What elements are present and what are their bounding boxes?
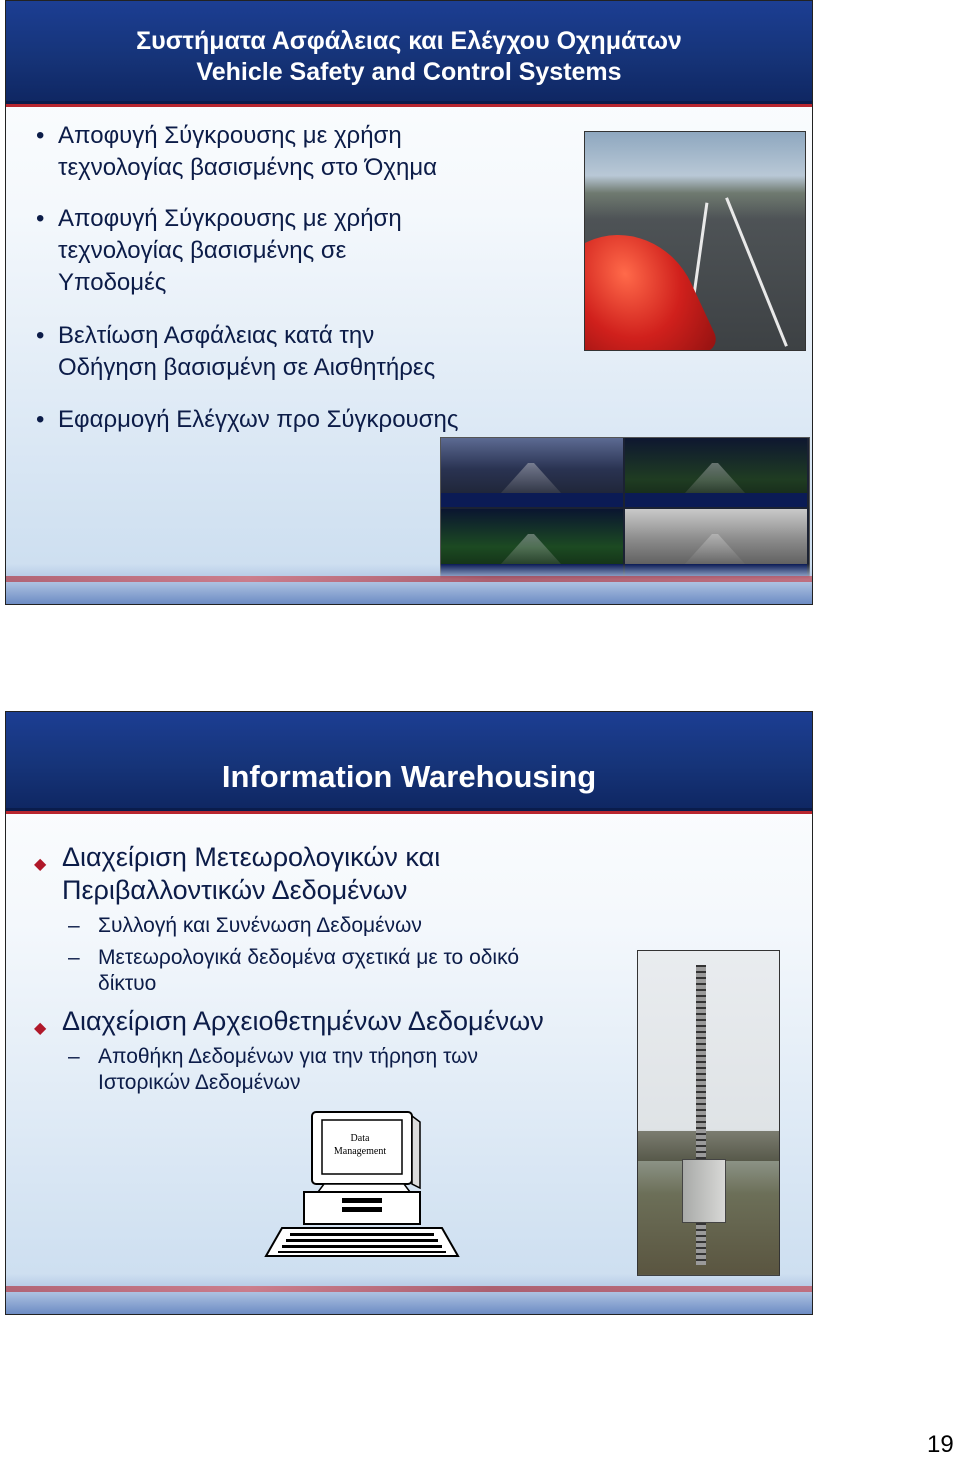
decorative-swoosh [6,564,812,604]
bullet-text: Εφαρμογή Ελέγχων προ Σύγκρουσης [58,406,459,433]
slide-title-english: Vehicle Safety and Control Systems [196,58,622,86]
slide-title-bar [6,1,812,104]
decorative-swoosh-red [6,1286,812,1292]
bullet-text: Διαχείριση Αρχειοθετημένων Δεδομένων [62,1006,544,1036]
night-vision-panels [440,437,810,579]
bullet-item [34,841,441,907]
sub-bullet-item [68,913,422,939]
bullet-item [34,1005,544,1038]
bullet-dot: • [36,122,45,149]
sub-bullet-text: Ιστορικών Δεδομένων [98,1071,301,1094]
slide-information-warehousing [5,711,813,1315]
dash-bullet: – [68,946,80,969]
red-car-image [584,209,720,351]
slide-vehicle-safety [5,0,813,605]
page-number: 19 [927,1431,954,1458]
screen-label-text: Data [350,1133,370,1144]
low-beam-panel [625,438,807,507]
headlight-range-panel [441,438,623,507]
slide-title-greek: Συστήματα Ασφάλειας και Ελέγχου Οχημάτων [136,27,682,55]
title-divider [6,811,812,814]
bullet-text: Οδήγηση βασισμένη σε Αισθητήρες [58,354,436,381]
computer-screen-label [324,1132,396,1158]
sub-bullet-item [68,1044,478,1096]
computer-icon [264,1106,460,1260]
decorative-swoosh-red [6,576,812,582]
decorative-swoosh [6,1274,812,1314]
bullet-dot: • [36,205,45,232]
diamond-bullet-icon: ◆ [34,1020,47,1037]
road-car-photo [584,131,806,351]
sub-bullet-text: δίκτυο [98,972,157,995]
bullet-item [36,404,459,436]
bullet-item [36,203,402,299]
bullet-text: Περιβαλλοντικών Δεδομένων [62,875,408,905]
screen-label-text: Management [333,1146,387,1157]
bullet-text: Βελτίωση Ασφάλειας κατά την [58,322,375,349]
bullet-text: Αποφυγή Σύγκρουσης με χρήση [58,205,402,232]
slide-title: Information Warehousing [221,759,597,794]
slide-title-bar [6,712,812,811]
bullet-text: τεχνολογίας βασισμένης στο Όχημα [58,154,438,181]
sub-bullet-text: Αποθήκη Δεδομένων για την τήρηση των [98,1045,478,1068]
bullet-text: τεχνολογίας βασισμένης σε [58,237,347,264]
diamond-bullet-icon: ◆ [34,856,47,873]
title-divider [6,104,812,107]
bullet-text: Αποφυγή Σύγκρουσης με χρήση [58,122,402,149]
bullet-item [36,120,438,184]
bullet-text: Διαχείριση Μετεωρολογικών και [62,842,441,872]
sub-bullet-item [68,945,520,997]
weather-station-photo [637,950,780,1276]
bullet-dot: • [36,406,45,433]
sub-bullet-text: Συλλογή και Συνένωση Δεδομένων [98,914,422,937]
sub-bullet-text: Μετεωρολογικά δεδομένα σχετικά με το οδικό [98,946,520,969]
bullet-dot: • [36,322,45,349]
dash-bullet: – [68,1045,80,1068]
dash-bullet: – [68,914,80,937]
bullet-item [36,320,436,384]
sensor-cabinet [682,1159,726,1223]
bullet-text: Υποδομές [58,269,167,296]
